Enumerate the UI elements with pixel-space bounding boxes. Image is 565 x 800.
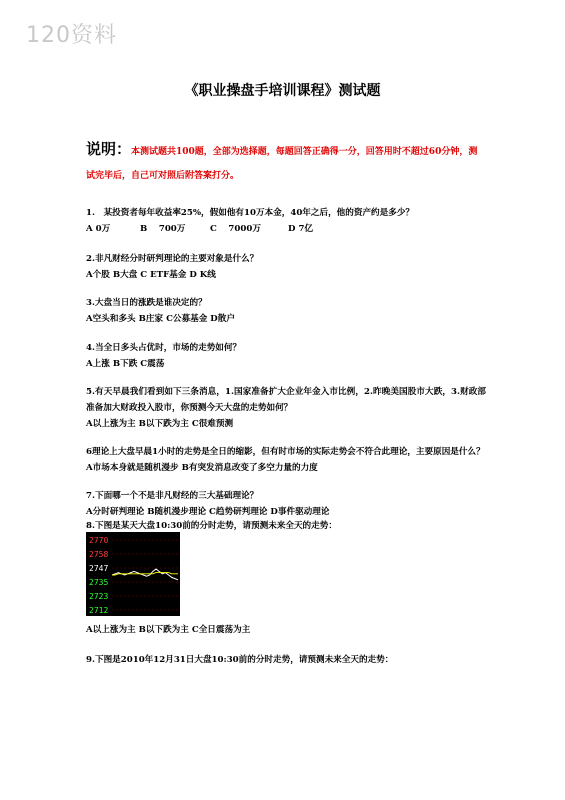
question-text: 2.非凡财经分时研判理论的主要对象是什么？ (86, 254, 259, 264)
question-6 (86, 444, 486, 476)
intraday-chart-svg (86, 532, 180, 616)
chart-y-tick-label: 2735 (89, 578, 109, 587)
watermark: 120资料 (26, 23, 117, 48)
question-options: A市场本身就是随机漫步 B有突发消息改变了多空力量的力度 (86, 463, 318, 473)
intro (86, 138, 486, 187)
question-7 (86, 488, 486, 520)
chart-y-tick-label: 2770 (89, 536, 109, 545)
question-text: 8.下图是某天大盘10:30前的分时走势，请预测未来全天的走势： (86, 521, 337, 531)
question-options (86, 221, 486, 237)
question-text: 5.有天早晨我们看到如下三条消息，1.国家准备扩大企业年金入市比例，2.昨晚美国股市大跌，3.财政部准备加大财政投入股市，你预测今天大盘的走势如何？ (86, 387, 486, 413)
question-8-options (86, 622, 486, 638)
question-1 (86, 205, 486, 237)
question-text: 3.大盘当日的涨跌是谁决定的？ (86, 298, 207, 308)
question-4 (86, 340, 486, 372)
chart-y-tick-label: 2712 (89, 606, 109, 615)
page-title: 《职业操盘手培训课程》测试题 (184, 83, 381, 99)
chart-y-tick-label: 2723 (89, 592, 109, 601)
question-options: A以上涨为主 B以下跌为主 C很难预测 (86, 419, 234, 429)
question-text: 6理论上大盘早晨1小时的走势是全日的缩影，但有时市场的实际走势会不符合此理论，主要原因是什么？ (86, 447, 485, 457)
question-text: 7.下面哪一个不是非凡财经的三大基础理论？ (86, 491, 259, 501)
intro-label: 说明： (86, 140, 132, 158)
chart-y-tick-label: 2758 (89, 550, 109, 559)
chart-y-tick-label: 2747 (89, 564, 109, 573)
question-text: 1. 某投资者每年收益率25%，假如他有10万本金，40年之后，他的资产约是多少？ (86, 208, 415, 218)
intro-text: 本测试题共100题，全部为选择题，每题回答正确得一分，回答用时不超过60分钟，测试完毕后，自己可对照后附答案打分。 (86, 147, 478, 181)
question-options: A上涨 B下跌 C震荡 (86, 359, 165, 369)
option-c: C 7000万 (210, 224, 261, 234)
question-5 (86, 384, 486, 432)
chart-price-line (112, 569, 178, 580)
question-options: A个股 B大盘 C ETF基金 D K线 (86, 270, 216, 280)
option-b: B 700万 (140, 224, 186, 234)
question-options: A空头和多头 B庄家 C公募基金 D散户 (86, 314, 235, 324)
question-options: A分时研判理论 B随机漫步理论 C趋势研判理论 D事件驱动理论 (86, 507, 330, 517)
option-d: D 7亿 (288, 224, 314, 234)
question-2 (86, 251, 486, 283)
question-3 (86, 295, 486, 327)
question-9 (86, 652, 486, 668)
question-text: 9.下图是2010年12月31日大盘10:30前的分时走势，请预测未来全天的走势： (86, 655, 394, 665)
question-text: 4.当全日多头占优时，市场的走势如何？ (86, 343, 242, 353)
intraday-chart (86, 532, 180, 616)
question-options: A以上涨为主 B以下跌为主 C全日震荡为主 (86, 625, 251, 635)
option-a: A 0万 (86, 224, 111, 234)
